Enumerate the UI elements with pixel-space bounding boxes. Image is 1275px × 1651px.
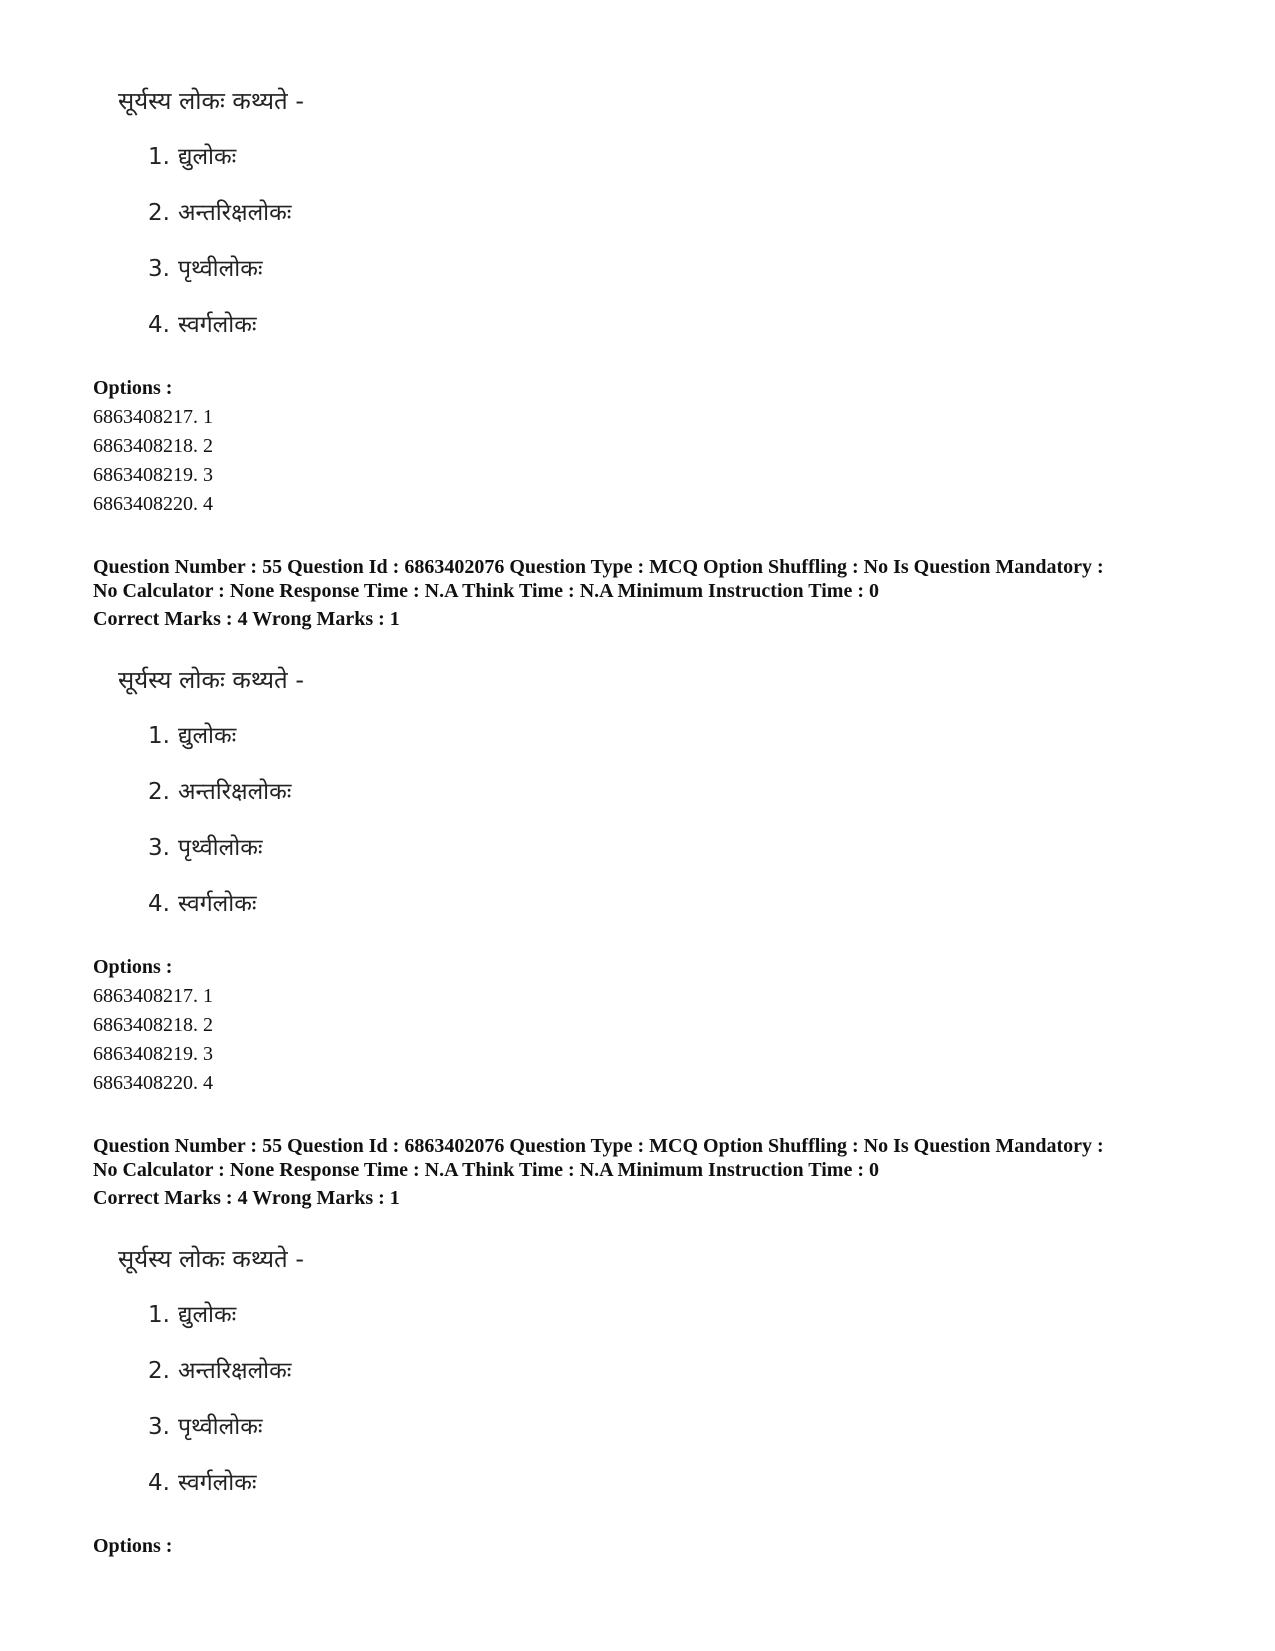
choice-item [148,721,236,751]
question-stem: सूर्यस्य लोकः कथ्यते - [118,1245,305,1273]
question-marks: Correct Marks : 4 Wrong Marks : 1 [93,1187,400,1209]
choice-item [148,142,236,172]
choice-number: 2. [148,779,170,805]
choice-number: 4. [148,891,170,917]
option-line: 6863408219. 3 [93,1043,213,1065]
choice-number: 1. [148,1302,170,1328]
choice-item [148,254,263,284]
choice-item [148,777,291,807]
choice-text: स्वर्गलोकः [177,891,257,917]
choice-number: 1. [148,144,170,170]
question-meta-line-2: No Calculator : None Response Time : N.A Think Time : N.A Minimum Instruction Time : 0 [93,580,879,602]
choice-item [148,833,263,863]
choice-number: 4. [148,312,170,338]
choice-text: द्युलोकः [177,1302,237,1328]
choice-text: द्युलोकः [177,723,237,749]
choice-text: अन्तरिक्षलोकः [177,200,292,226]
options-label: Options : [93,1535,173,1557]
choice-text: अन्तरिक्षलोकः [177,779,292,805]
option-line: 6863408219. 3 [93,464,213,486]
choice-item [148,310,257,340]
choice-number: 2. [148,200,170,226]
option-line: 6863408217. 1 [93,985,213,1007]
choice-text: पृथ्वीलोकः [177,835,263,861]
choice-number: 3. [148,1414,170,1440]
option-line: 6863408220. 4 [93,493,213,515]
option-line: 6863408218. 2 [93,1014,213,1036]
options-label: Options : [93,956,173,978]
choice-text: द्युलोकः [177,144,237,170]
question-meta-line-2: No Calculator : None Response Time : N.A Think Time : N.A Minimum Instruction Time : 0 [93,1159,879,1181]
choice-item [148,889,257,919]
choice-item [148,1468,257,1498]
options-label: Options : [93,377,173,399]
option-line: 6863408218. 2 [93,435,213,457]
choice-item [148,1356,291,1386]
choice-item [148,198,291,228]
question-stem: सूर्यस्य लोकः कथ्यते - [118,87,305,115]
choice-number: 2. [148,1358,170,1384]
choice-item [148,1412,263,1442]
question-marks: Correct Marks : 4 Wrong Marks : 1 [93,608,400,630]
option-line: 6863408217. 1 [93,406,213,428]
choice-item [148,1300,236,1330]
question-meta-line-1: Question Number : 55 Question Id : 6863402076 Question Type : MCQ Option Shuffling : No Is Question Mandatory : [93,556,1104,578]
choice-text: पृथ्वीलोकः [177,256,263,282]
question-stem: सूर्यस्य लोकः कथ्यते - [118,666,305,694]
choice-number: 4. [148,1470,170,1496]
choice-number: 3. [148,256,170,282]
choice-text: स्वर्गलोकः [177,1470,257,1496]
choice-text: अन्तरिक्षलोकः [177,1358,292,1384]
choice-text: पृथ्वीलोकः [177,1414,263,1440]
choice-number: 3. [148,835,170,861]
choice-number: 1. [148,723,170,749]
question-meta-line-1: Question Number : 55 Question Id : 6863402076 Question Type : MCQ Option Shuffling : No Is Question Mandatory : [93,1135,1104,1157]
option-line: 6863408220. 4 [93,1072,213,1094]
choice-text: स्वर्गलोकः [177,312,257,338]
